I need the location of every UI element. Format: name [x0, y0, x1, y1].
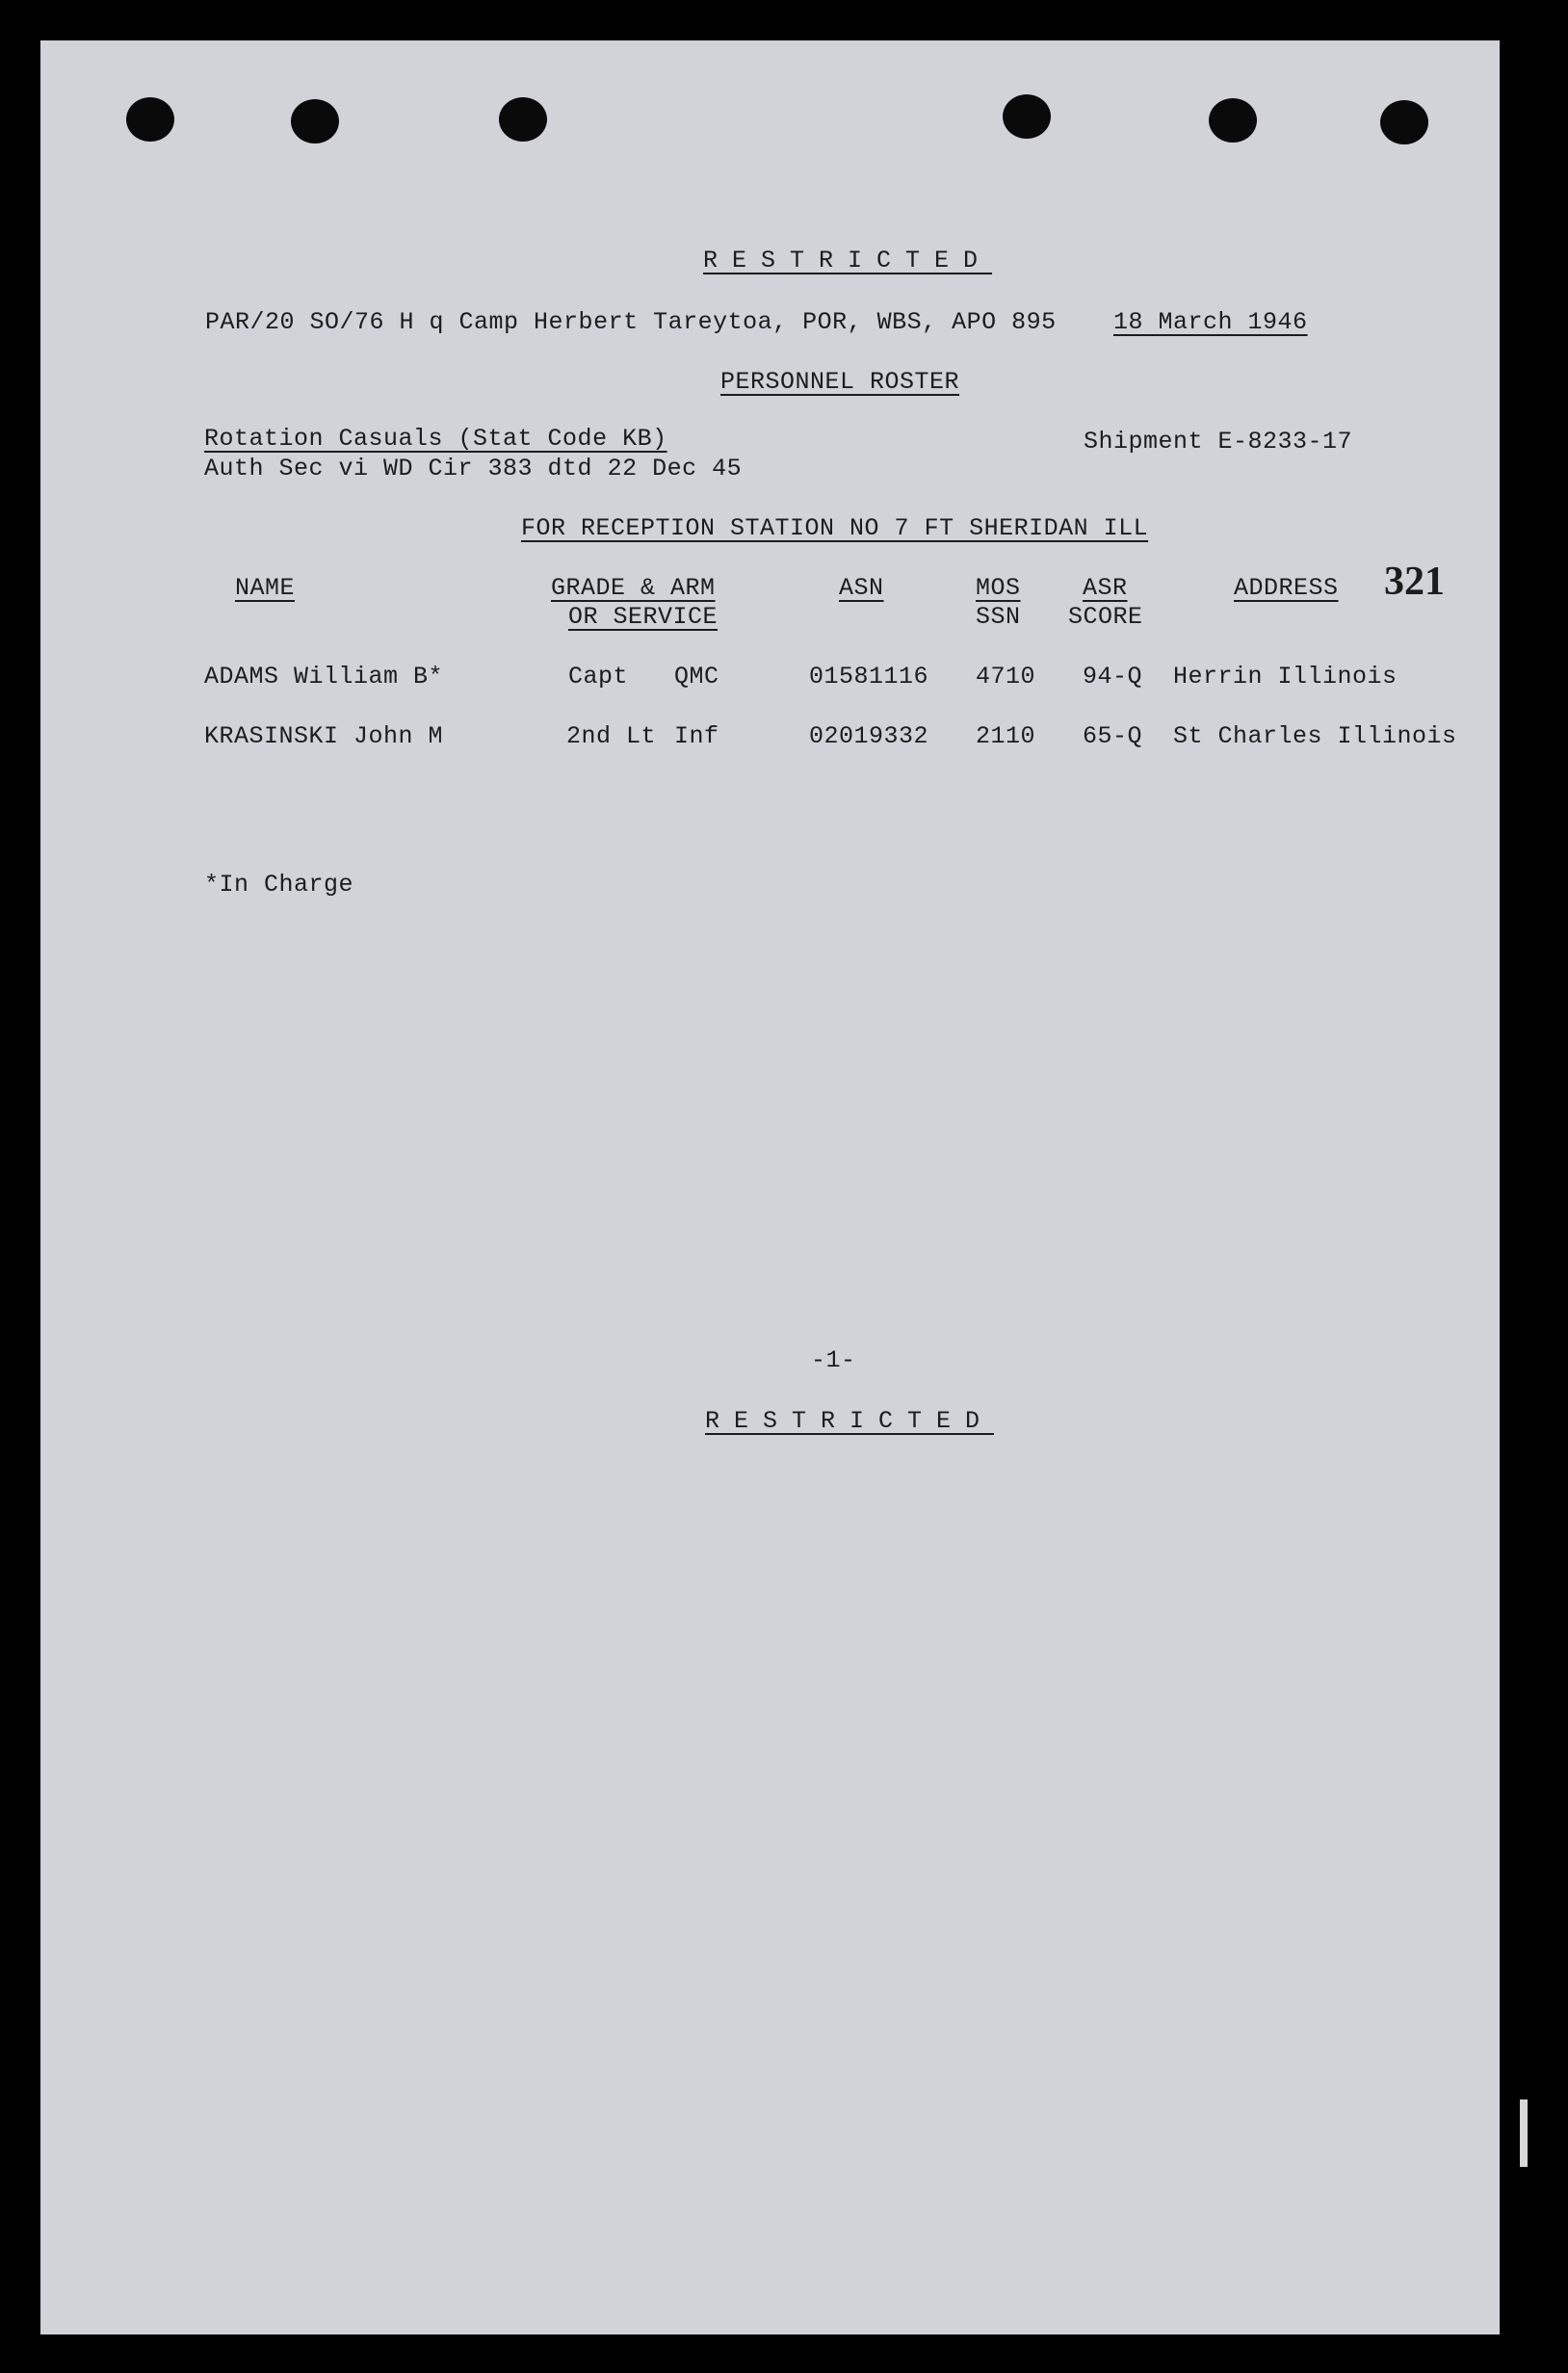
punch-hole-3 [499, 97, 547, 142]
punch-hole-6 [1380, 100, 1428, 144]
row-address: Herrin Illinois [1173, 663, 1398, 691]
row-asr: 65-Q [1083, 722, 1143, 750]
row-grade: 2nd Lt [566, 722, 657, 750]
column-header-asr: ASR [1083, 574, 1128, 602]
restricted-bottom: RESTRICTED [705, 1407, 995, 1435]
column-header-mos: MOS [976, 574, 1021, 602]
punch-hole-2 [291, 99, 339, 143]
row-name: ADAMS William B* [204, 663, 444, 691]
shipment-number: Shipment E-8233-17 [1084, 428, 1353, 456]
column-header-asn: ASN [839, 574, 884, 602]
row-arm: QMC [674, 663, 719, 691]
row-address: St Charles Illinois [1173, 722, 1457, 750]
footnote: *In Charge [204, 871, 354, 899]
column-header-name: NAME [235, 574, 296, 602]
row-asn: 01581116 [809, 663, 929, 691]
column-header-address: ADDRESS [1234, 574, 1339, 602]
column-header-grade: GRADE & ARM [551, 574, 716, 602]
page-number: -1- [811, 1346, 856, 1374]
edge-mark [1520, 2099, 1528, 2167]
punch-hole-1 [126, 97, 174, 142]
row-mos: 4710 [976, 663, 1036, 691]
row-arm: Inf [674, 722, 719, 750]
group-title: Rotation Casuals (Stat Code KB) [204, 425, 667, 453]
row-mos: 2110 [976, 722, 1036, 750]
roster-title: PERSONNEL ROSTER [720, 368, 960, 396]
row-asr: 94-Q [1083, 663, 1143, 691]
column-header-score: SCORE [1068, 603, 1143, 631]
punch-hole-5 [1209, 98, 1257, 143]
column-header-ssn: SSN [976, 603, 1021, 631]
restricted-top: RESTRICTED [703, 247, 993, 274]
order-line: PAR/20 SO/76 H q Camp Herbert Tareytoa, POR, WBS, APO 895 [205, 308, 1057, 336]
destination-line: FOR RECEPTION STATION NO 7 FT SHERIDAN ILL [521, 514, 1149, 542]
auth-line: Auth Sec vi WD Cir 383 dtd 22 Dec 45 [204, 455, 743, 482]
column-header-service: OR SERVICE [568, 603, 719, 631]
row-asn: 02019332 [809, 722, 929, 750]
row-name: KRASINSKI John M [204, 722, 444, 750]
row-grade: Capt [568, 663, 629, 691]
punch-hole-4 [1003, 94, 1051, 139]
page-stamp: 321 [1384, 560, 1445, 604]
order-date: 18 March 1946 [1113, 308, 1308, 336]
